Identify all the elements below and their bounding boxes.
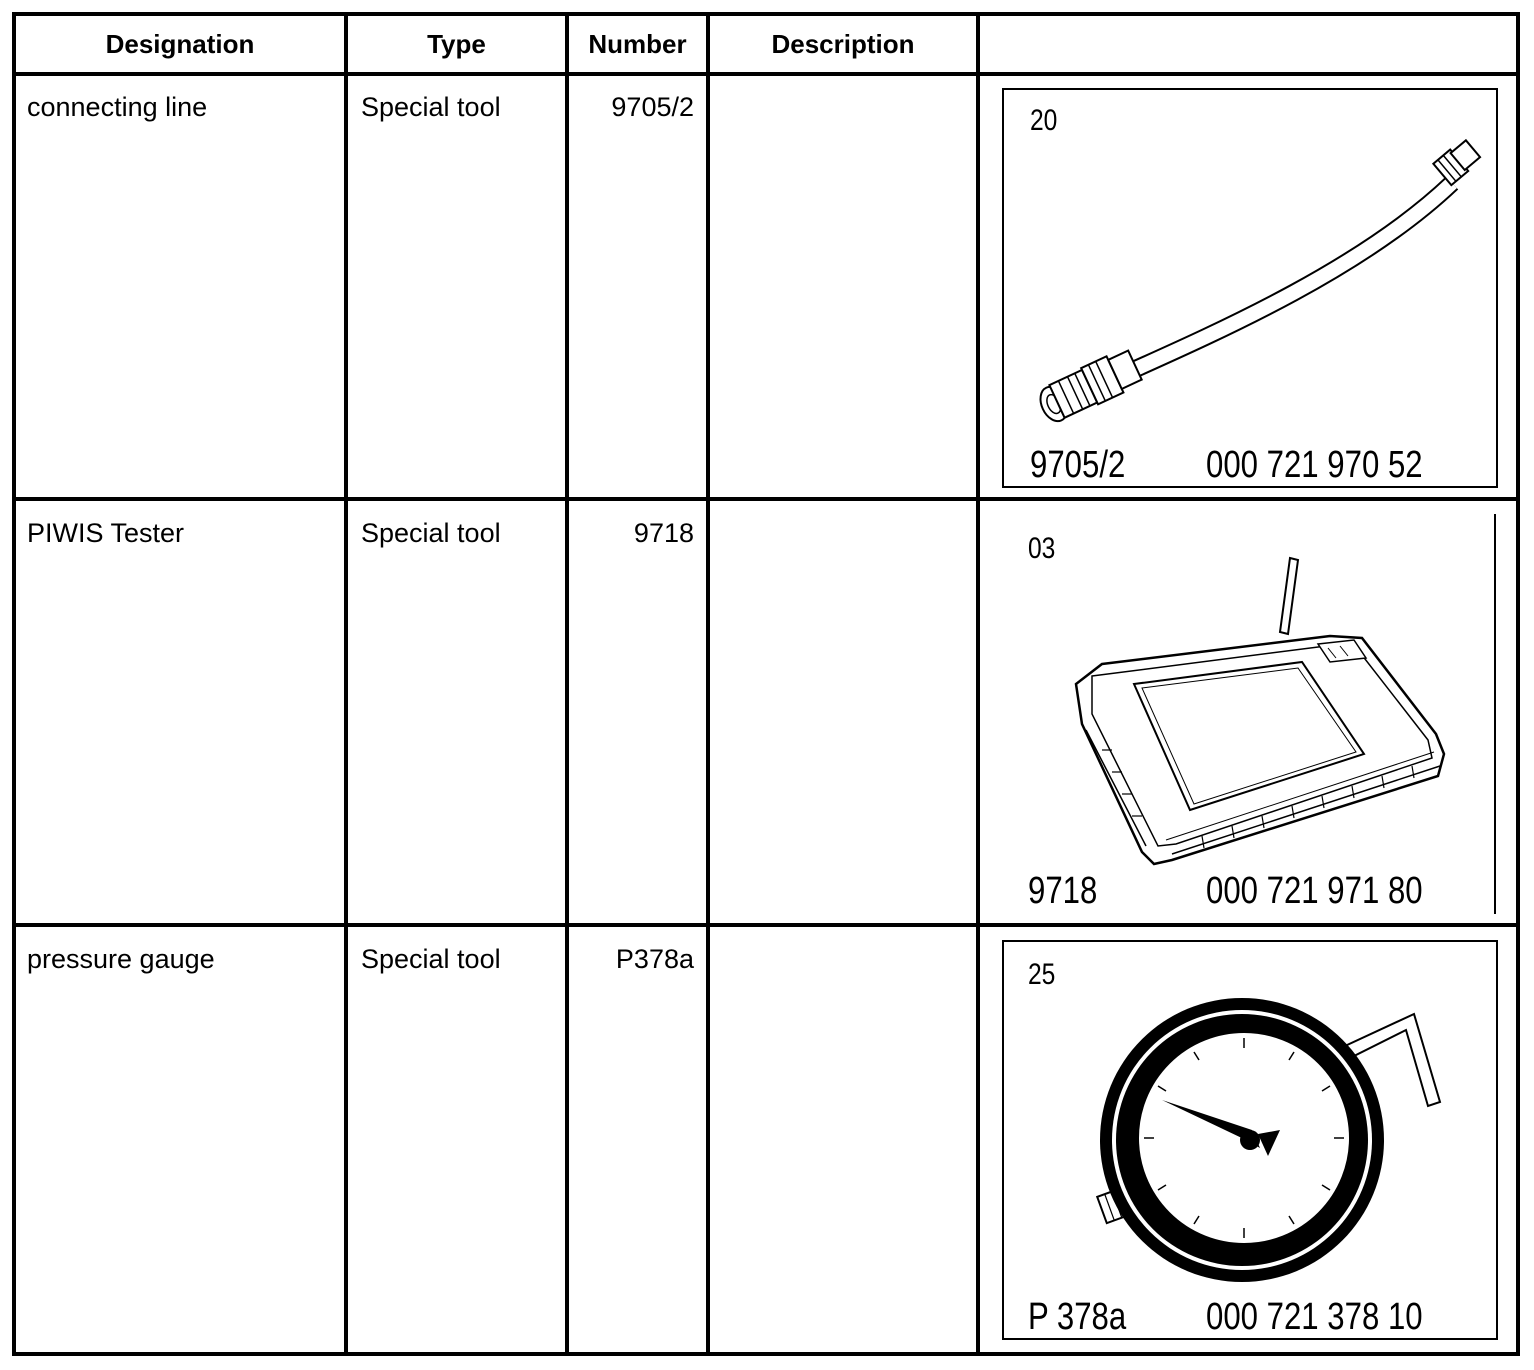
tool-number-caption: 9718: [1028, 870, 1098, 912]
figure-number: 20: [1030, 104, 1058, 137]
tool-number-caption: P 378a: [1028, 1296, 1127, 1338]
row-number: P378a: [615, 944, 694, 974]
header-illustration: [980, 16, 1516, 72]
header-divider: [12, 72, 1520, 76]
part-number-caption: 000 721 970 52: [1206, 444, 1423, 486]
part-number-caption: 000 721 378 10: [1206, 1296, 1423, 1338]
pressure-gauge-icon: [1062, 980, 1482, 1290]
row-designation: connecting line: [27, 92, 208, 122]
figure-number: 03: [1028, 532, 1056, 565]
header-description: Description: [771, 28, 915, 59]
tool-number-caption: 9705/2: [1030, 444, 1126, 486]
row-number: 9718: [633, 518, 694, 548]
hose-icon: [1022, 128, 1482, 428]
row-designation: pressure gauge: [27, 944, 215, 974]
row-type: Special tool: [361, 944, 501, 974]
header-designation: Designation: [105, 28, 255, 59]
column-divider: [976, 12, 980, 1356]
column-divider: [565, 12, 569, 1356]
tester-device-icon: [1062, 554, 1462, 874]
row-number: 9705/2: [611, 92, 694, 122]
table-border-right: [1516, 12, 1520, 1356]
illustration-pressure-gauge: [1002, 940, 1498, 1340]
illustration-connecting-line: [1002, 88, 1498, 488]
table-border-bottom: [12, 1352, 1520, 1356]
figure-number: 25: [1028, 958, 1056, 991]
column-divider: [706, 12, 710, 1356]
header-number: Number: [588, 28, 687, 59]
part-number-caption: 000 721 971 80: [1206, 870, 1423, 912]
row-divider: [12, 923, 1520, 927]
illustration-piwis-tester: [1002, 514, 1498, 914]
header-type: Type: [427, 28, 486, 59]
row-designation: PIWIS Tester: [27, 518, 185, 548]
row-type: Special tool: [361, 518, 501, 548]
column-divider: [344, 12, 348, 1356]
row-divider: [12, 497, 1520, 501]
table-border-left: [12, 12, 16, 1356]
illustration-side-rule: [1494, 514, 1496, 914]
row-type: Special tool: [361, 92, 501, 122]
